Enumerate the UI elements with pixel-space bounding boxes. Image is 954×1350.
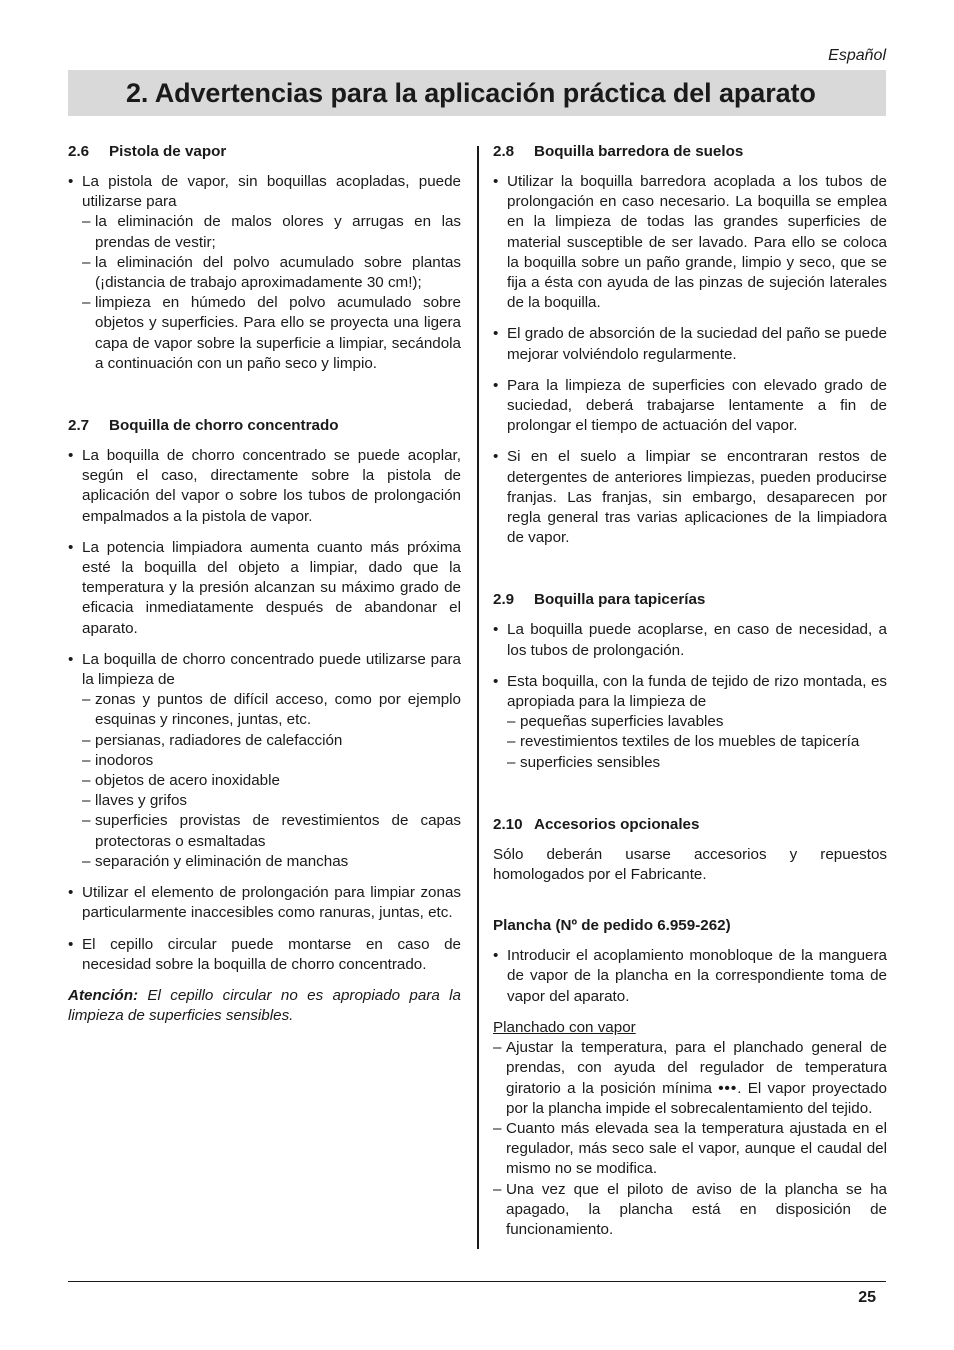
dash-item: – superficies provistas de revestimientos de capas protectoras o esmaltadas (82, 811, 461, 851)
section-2-6 (68, 142, 461, 374)
paragraph: Sólo deberán usarse accesorios y repuestos homologados por el Fabricante. (493, 845, 887, 884)
section-2-10 (493, 815, 887, 885)
language-label: Español (828, 47, 886, 64)
section-heading: 2.8 Boquilla barredora de suelos (493, 143, 744, 160)
dash-item: – revestimientos textiles de los muebles de tapicería (507, 732, 887, 752)
section-2-9 (493, 590, 887, 772)
list-item: • Utilizar la boquilla barredora acoplada a los tubos de prolongación en caso necesario. La boquilla se emplea en la limpieza de todas las grandes superficies de material susceptible de ser lavado. Para ello se coloca la boquilla sobre un paño grande, limpio y seco, que se fija a ésta con ayuda de las pinzas de sujeción laterales de la boquilla. (493, 172, 887, 313)
section-heading: 2.10 Accesorios opcionales (493, 815, 700, 833)
dash-item: – persianas, radiadores de calefacción (82, 731, 461, 751)
list-item: • La boquilla de chorro concentrado se puede acoplar, según el caso, directamente sobre la pistola de aplicación del vapor o sobre los tubos de prolongación empalmados a la pistola de vapor. (68, 446, 461, 527)
dash-item: – Cuanto más elevada sea la temperatura ajustada en el regulador, más seco sale el vapor, aunque el caudal del mismo no se modifica. (493, 1119, 887, 1180)
dash-item: – limpieza en húmedo del polvo acumulado sobre objetos y superficies. Para ello se proyecta una ligera capa de vapor sobre la superficie a limpiar, secándola a continuación con un paño seco y limpio. (82, 293, 461, 374)
list-item: • Utilizar el elemento de prolongación para limpiar zonas particularmente inaccesibles como ranuras, juntas, etc. (68, 883, 461, 923)
list-item: • La pistola de vapor, sin boquillas acopladas, puede utilizarse para – la eliminación de malos olores y arrugas en las prendas de vestir; – la eliminación del polvo acumulado sobre plantas (¡distancia de trabajo aproximadamente 30 cm!); – limpieza en húmedo del polvo acumulado sobre objetos y superficies. Para ello se proyecta una ligera capa de vapor sobre la superficie a limpiar, secándola a continuación con un paño seco y limpio. (68, 172, 461, 374)
list-item: • Para la limpieza de superficies con elevado grado de suciedad, deberá trabajarse lentamente a fin de prolongar el tiempo de actuación del vapor. (493, 376, 887, 437)
page-number: 25 (858, 1289, 876, 1306)
section-plancha (493, 916, 887, 1240)
dash-item: – separación y eliminación de manchas (82, 852, 461, 872)
column-divider (477, 146, 479, 1249)
section-heading: 2.7 Boquilla de chorro concentrado (68, 417, 339, 435)
footer-rule (68, 1281, 886, 1282)
list-item: • La potencia limpiadora aumenta cuanto más próxima esté la boquilla del objeto a limpiar, dado que la temperatura y la presión alcanzan su máximo grado de eficacia inmediatamente después de abandonar el aparato. (68, 538, 461, 639)
dash-item: – pequeñas superficies lavables (507, 712, 887, 732)
dash-item: – Una vez que el piloto de aviso de la plancha se ha apagado, la plancha está en disposición de funcionamiento. (493, 1180, 887, 1241)
page-title: 2. Advertencias para la aplicación práctica del aparato (126, 78, 816, 108)
section-2-8 (493, 142, 887, 548)
list-item: • El cepillo circular puede montarse en caso de necesidad sobre la boquilla de chorro concentrado. (68, 935, 461, 975)
list-item: • Si en el suelo a limpiar se encontraran restos de detergentes de anteriores limpiezas, pueden producirse franjas. Las franjas, sin embargo, desaparecen por regla general tras varias aplicaciones de la limpiadora de vapor. (493, 447, 887, 548)
dash-item: – superficies sensibles (507, 753, 887, 773)
attention-note: Atención: El cepillo circular no es apropiado para la limpieza de superficies sensibles. (68, 986, 461, 1025)
list-item: • Esta boquilla, con la funda de tejido de rizo montada, es apropiada para la limpieza de – pequeñas superficies lavables – revestimientos textiles de los muebles de tapicería – superficies sensibles (493, 672, 887, 773)
dash-item: – inodoros (82, 751, 461, 771)
dash-item: – la eliminación del polvo acumulado sobre plantas (¡distancia de trabajo aproximadamente 30 cm!); (82, 253, 461, 293)
dash-item: – Ajustar la temperatura, para el planchado general de prendas, con ayuda del regulador de temperatura giratorio a la posición mínima •••. El vapor proyectado por la plancha impide el sobrecalentamiento del tejido. (493, 1038, 887, 1119)
list-item: • La boquilla puede acoplarse, en caso de necesidad, a los tubos de prolongación. (493, 620, 887, 660)
section-heading: 2.9 Boquilla para tapicerías (493, 591, 706, 609)
left-column (68, 142, 461, 1037)
temperature-dots-icon: ••• (718, 1079, 738, 1097)
dash-item: – objetos de acero inoxidable (82, 771, 461, 791)
list-item: • Introducir el acoplamiento monobloque de la manguera de vapor de la plancha en la correspondiente toma de vapor del aparato. (493, 946, 887, 1007)
list-item: • La boquilla de chorro concentrado puede utilizarse para la limpieza de – zonas y puntos de difícil acceso, como por ejemplo esquinas y rincones, juntas, etc. – persianas, radiadores de calefacción – inodoros – objetos de acero inoxidable – llaves y grifos – superficies provistas de revestimientos de capas protectoras o esmaltadas – separación y eliminación de manchas (68, 650, 461, 872)
right-column (493, 142, 887, 1240)
dash-item: – llaves y grifos (82, 791, 461, 811)
dash-item: – la eliminación de malos olores y arrugas en las prendas de vestir; (82, 212, 461, 252)
section-heading: 2.6 Pistola de vapor (68, 143, 227, 160)
title-bar (68, 70, 886, 116)
subheading: Planchado con vapor (493, 1018, 636, 1036)
dash-item: – zonas y puntos de difícil acceso, como por ejemplo esquinas y rincones, juntas, etc. (82, 690, 461, 730)
section-2-7 (68, 416, 461, 1026)
list-item: • El grado de absorción de la suciedad del paño se puede mejorar volviéndolo regularmente. (493, 324, 887, 364)
section-heading: Plancha (Nº de pedido 6.959-262) (493, 917, 731, 935)
